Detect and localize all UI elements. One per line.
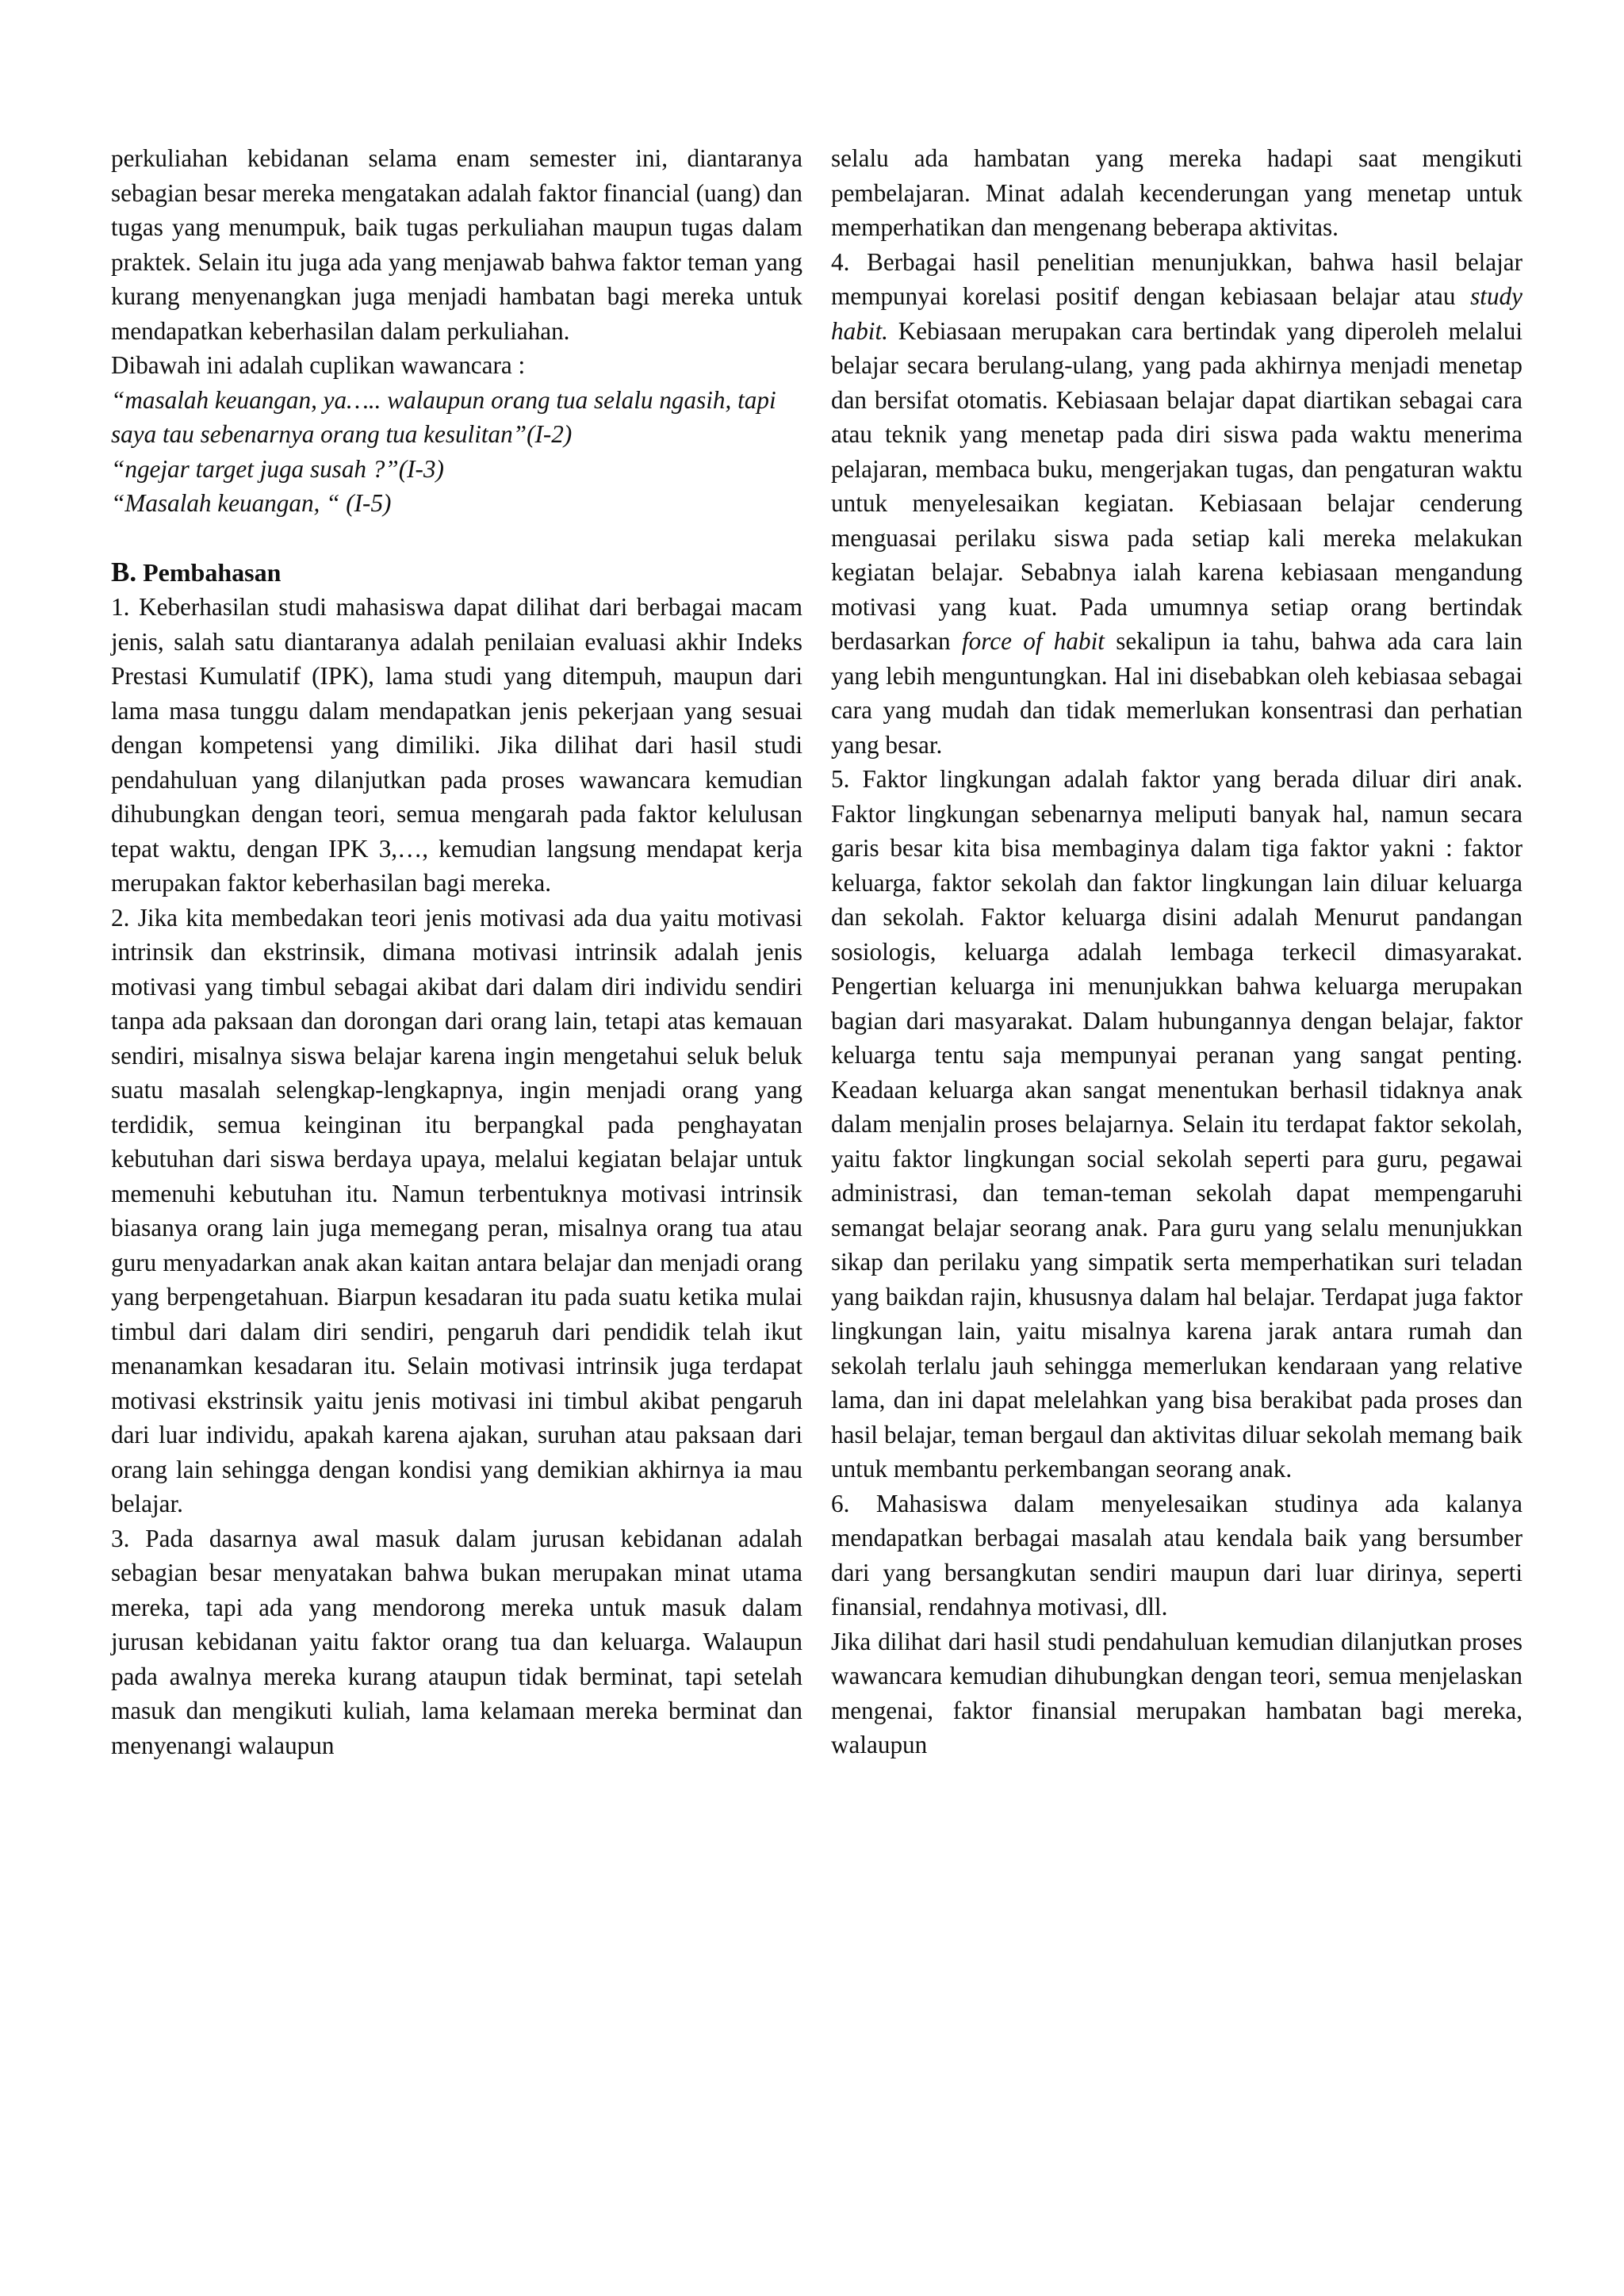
section-heading (111, 555, 802, 591)
interview-quote: “Masalah keuangan, “ (I-5) (111, 489, 392, 517)
discussion-point: 3. Pada dasarnya awal masuk dalam jurusan kebidanan adalah sebagian besar menyatakan bahwa bukan merupakan minat utama mereka, tapi ada yang mendorong mereka untuk masuk dalam jurusan kebidanan yaitu faktor orang tua dan keluarga. Walaupun pada awalnya mereka kurang ataupun tidak berminat, tapi setelah masuk dan mengikuti kuliah, lama kelamaan mereka berminat dan menyenangi walaupun (111, 1524, 802, 1759)
point4-text: Kebiasaan merupakan cara bertindak yang diperoleh melalui belajar secara berulang-ulang, yang pada akhirnya menjadi menetap dan bersifat otomatis. Kebiasaan belajar dapat diartikan sebagai cara atau teknik yang menetap pada diri siswa pada waktu menerima pelajaran, membaca buku, mengerjakan tugas, dan pengaturan waktu untuk menyelesaikan kegiatan. Kebiasaan belajar cenderung menguasai perilaku siswa pada setiap kali mereka melakukan kegiatan belajar. Sebabnya ialah karena kebiasaan mengandung motivasi yang kuat. Pada umumnya setiap orang bertindak berdasarkan (831, 316, 1522, 655)
document-page (111, 141, 1522, 2202)
closing-paragraph: Jika dilihat dari hasil studi pendahuluan kemudian dilanjutkan proses wawancara kemudian dihubungkan dengan teori, semua menjelaskan mengenai, faktor finansial merupakan hambatan bagi mereka, walaupun (831, 1627, 1522, 1758)
point4-italic-term: force of habit (961, 627, 1105, 655)
intro-paragraph: perkuliahan kebidanan selama enam semester ini, diantaranya sebagian besar mereka mengatakan adalah faktor financial (uang) dan tugas yang menumpuk, baik tugas perkuliahan maupun tugas dalam praktek. Selain itu juga ada yang menjawab bahwa faktor teman yang kurang menyenangkan juga menjadi hambatan bagi mereka untuk mendapatkan keberhasilan dalam perkuliahan. (111, 144, 802, 345)
point4-text: sekalipun ia tahu, bahwa ada cara lain yang lebih menguntungkan. Hal ini disebabkan oleh kebiasaa sebagai cara yang mudah dan tidak memerlukan konsentrasi dan perhatian yang besar. (831, 627, 1523, 759)
interview-intro: Dibawah ini adalah cuplikan wawancara : (111, 351, 526, 379)
point4-italic-term: study habit. (831, 282, 1522, 345)
discussion-point-5: 5. Faktor lingkungan adalah faktor yang berada diluar diri anak. Faktor lingkungan sebenarnya meliputi banyak hal, namun secara garis besar kita bisa membaginya dalam tiga faktor yakni : faktor keluarga, faktor sekolah dan faktor lingkungan lain diluar keluarga dan sekolah. Faktor keluarga disini adalah Menurut pandangan sosiologis, keluarga adalah lembaga terkecil dimasyarakat. Pengertian keluarga ini menunjukkan bahwa keluarga merupakan bagian dari masyarakat. Dalam hubungannya dengan belajar, faktor keluarga tentu saja mempunyai peranan yang sangat penting. Keadaan keluarga akan sangat menentukan berhasil tidaknya anak dalam menjalin proses belajarnya. Selain itu terdapat faktor sekolah, yaitu faktor lingkungan social sekolah seperti para guru, pegawai administrasi, dan teman-teman sekolah dapat mempengaruhi semangat belajar seorang anak. Para guru yang selalu menunjukkan sikap dan perilaku yang simpatik serta memperhatikan suri teladan yang baikdan rajin, khususnya dalam hal belajar. Terdapat juga faktor lingkungan lain, yaitu misalnya karena jarak antara rumah dan sekolah terlalu jauh sehingga memerlukan kendaraan yang relative lama, dan ini dapat melelahkan yang bisa berakibat pada proses dan hasil belajar, teman bergaul dan aktivitas diluar sekolah memang baik untuk membantu perkembangan seorang anak. (831, 765, 1522, 1483)
discussion-point-4 (831, 245, 1522, 763)
discussion-point: 2. Jika kita membedakan teori jenis motivasi ada dua yaitu motivasi intrinsik dan ekstrinsik, dimana motivasi intrinsik adalah jenis motivasi yang timbul sebagai akibat dari dalam diri individu sendiri tanpa ada paksaan dan dorongan dari orang lain, tetapi atas kemauan sendiri, misalnya siswa belajar karena ingin mengetahui seluk beluk suatu masalah selengkap-lengkapnya, ingin menjadi orang yang terdidik, semua keinginan itu berpangkal pada penghayatan kebutuhan dari siswa berdaya upaya, melalui kegiatan belajar untuk memenuhi kebutuhan itu. Namun terbentuknya motivasi intrinsik biasanya orang lain juga memegang peran, misalnya orang tua atau guru menyadarkan anak akan kaitan antara belajar dan menjadi orang yang berpengetahuan. Biarpun kesadaran itu pada suatu ketika mulai timbul dari dalam diri sendiri, pengaruh dari pendidik telah ikut menanamkan kesadaran itu. Selain motivasi intrinsik juga terdapat motivasi ekstrinsik yaitu jenis motivasi ini timbul akibat pengaruh dari luar individu, apakah karena ajakan, suruhan atau paksaan dari orang lain sehingga dengan kondisi yang demikian akhirnya ia mau belajar. (111, 903, 802, 1517)
section-heading-title: Pembahasan (143, 557, 282, 587)
discussion-point-6: 6. Mahasiswa dalam menyelesaikan studinya ada kalanya mendapatkan berbagai masalah atau kendala baik yang bersumber dari yang bersangkutan sendiri maupun dari luar dirinya, seperti finansial, rendahnya motivasi, dll. (831, 1489, 1522, 1621)
right-column (831, 141, 1522, 2202)
discussion-point: 1. Keberhasilan studi mahasiswa dapat dilihat dari berbagai macam jenis, salah satu diantaranya adalah penilaian evaluasi akhir Indeks Prestasi Kumulatif (IPK), lama studi yang ditempuh, maupun dari lama masa tunggu dalam mendapatkan jenis pekerjaan yang sesuai dengan kompetensi yang dimiliki. Jika dilihat dari hasil studi pendahuluan yang dilanjutkan pada proses wawancara kemudian dihubungkan dengan teori, semua mengarah pada faktor kelulusan tepat waktu, dengan IPK 3,…, kemudian langsung mendapat kerja merupakan faktor keberhasilan bagi mereka. (111, 593, 802, 897)
point4-text: 4. Berbagai hasil penelitian menunjukkan, bahwa hasil belajar mempunyai korelasi positif dengan kebiasaan belajar atau (831, 247, 1522, 310)
left-column (111, 141, 802, 2202)
interview-quote: “masalah keuangan, ya….. walaupun orang tua selalu ngasih, tapi saya tau sebenarnya orang tua kesulitan”(I-2) (111, 385, 776, 448)
interview-quote: “ngejar target juga susah ?”(I-3) (111, 454, 444, 483)
section-heading-letter: B. (111, 556, 137, 587)
point3-continued: selalu ada hambatan yang mereka hadapi saat mengikuti pembelajaran. Minat adalah kecenderungan yang menetap untuk memperhatikan dan mengenang beberapa aktivitas. (831, 144, 1522, 241)
